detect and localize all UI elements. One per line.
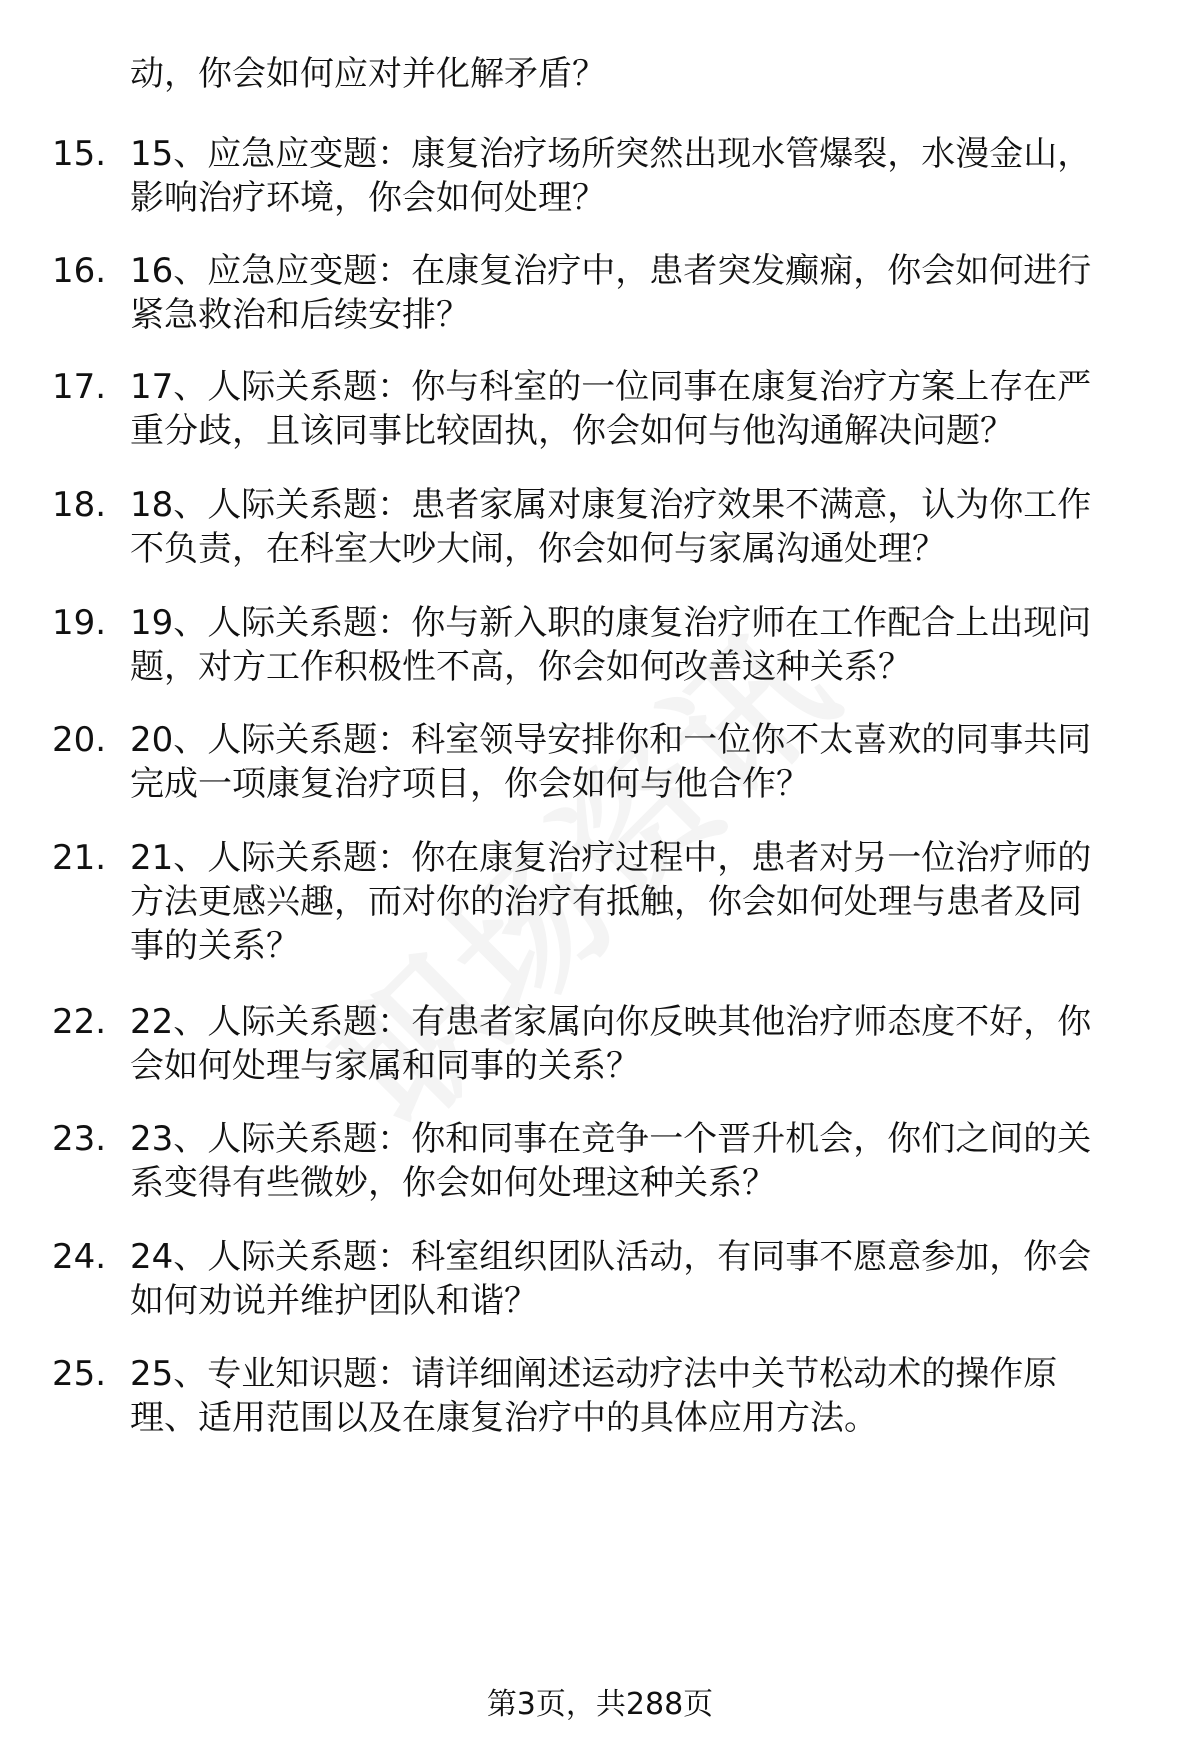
page-footer: 第3页，共288页 xyxy=(486,1687,714,1722)
item-text-line: 会如何处理与家属和同事的关系？ xyxy=(130,1046,640,1086)
item-number: 15. xyxy=(52,134,107,174)
item-text-line: 方法更感兴趣，而对你的治疗有抵触，你会如何处理与患者及同 xyxy=(130,882,1082,922)
item-number: 22. xyxy=(52,1002,107,1042)
item-text-line: 20、人际关系题：科室领导安排你和一位你不太喜欢的同事共同 xyxy=(130,720,1092,760)
item-text-line: 25、专业知识题：请详细阐述运动疗法中关节松动术的操作原 xyxy=(130,1354,1058,1394)
continuation-line: 动，你会如何应对并化解矛盾？ xyxy=(130,54,606,94)
item-number: 25. xyxy=(52,1354,107,1394)
item-text-line: 不负责，在科室大吵大闹，你会如何与家属沟通处理？ xyxy=(130,529,946,569)
item-text-line: 18、人际关系题：患者家属对康复治疗效果不满意，认为你工作 xyxy=(130,485,1092,525)
item-text-line: 重分歧，且该同事比较固执，你会如何与他沟通解决问题？ xyxy=(130,411,1014,451)
item-text-line: 系变得有些微妙，你会如何处理这种关系？ xyxy=(130,1163,776,1203)
item-text-line: 23、人际关系题：你和同事在竞争一个晋升机会，你们之间的关 xyxy=(130,1119,1092,1159)
item-number: 18. xyxy=(52,485,107,525)
item-number: 20. xyxy=(52,720,107,760)
item-text-line: 16、应急应变题：在康复治疗中，患者突发癫痫，你会如何进行 xyxy=(130,251,1092,291)
item-number: 23. xyxy=(52,1119,107,1159)
item-text-line: 事的关系？ xyxy=(130,926,300,966)
item-text-line: 理、适用范围以及在康复治疗中的具体应用方法。 xyxy=(130,1398,878,1438)
item-number: 19. xyxy=(52,603,107,643)
item-number: 16. xyxy=(52,251,107,291)
item-text-line: 21、人际关系题：你在康复治疗过程中，患者对另一位治疗师的 xyxy=(130,838,1092,878)
item-number: 24. xyxy=(52,1237,107,1277)
item-text-line: 19、人际关系题：你与新入职的康复治疗师在工作配合上出现问 xyxy=(130,603,1092,643)
item-number: 17. xyxy=(52,367,107,407)
item-text-line: 紧急救治和后续安排？ xyxy=(130,295,470,335)
item-text-line: 24、人际关系题：科室组织团队活动，有同事不愿意参加，你会 xyxy=(130,1237,1092,1277)
item-number: 21. xyxy=(52,838,107,878)
item-text-line: 题，对方工作积极性不高，你会如何改善这种关系？ xyxy=(130,647,912,687)
item-text-line: 完成一项康复治疗项目，你会如何与他合作？ xyxy=(130,764,810,804)
item-text-line: 15、应急应变题：康复治疗场所突然出现水管爆裂，水漫金山， xyxy=(130,134,1092,174)
item-text-line: 17、人际关系题：你与科室的一位同事在康复治疗方案上存在严 xyxy=(130,367,1092,407)
item-text-line: 22、人际关系题：有患者家属向你反映其他治疗师态度不好，你 xyxy=(130,1002,1092,1042)
item-text-line: 影响治疗环境，你会如何处理？ xyxy=(130,178,606,218)
item-text-line: 如何劝说并维护团队和谐？ xyxy=(130,1281,538,1321)
